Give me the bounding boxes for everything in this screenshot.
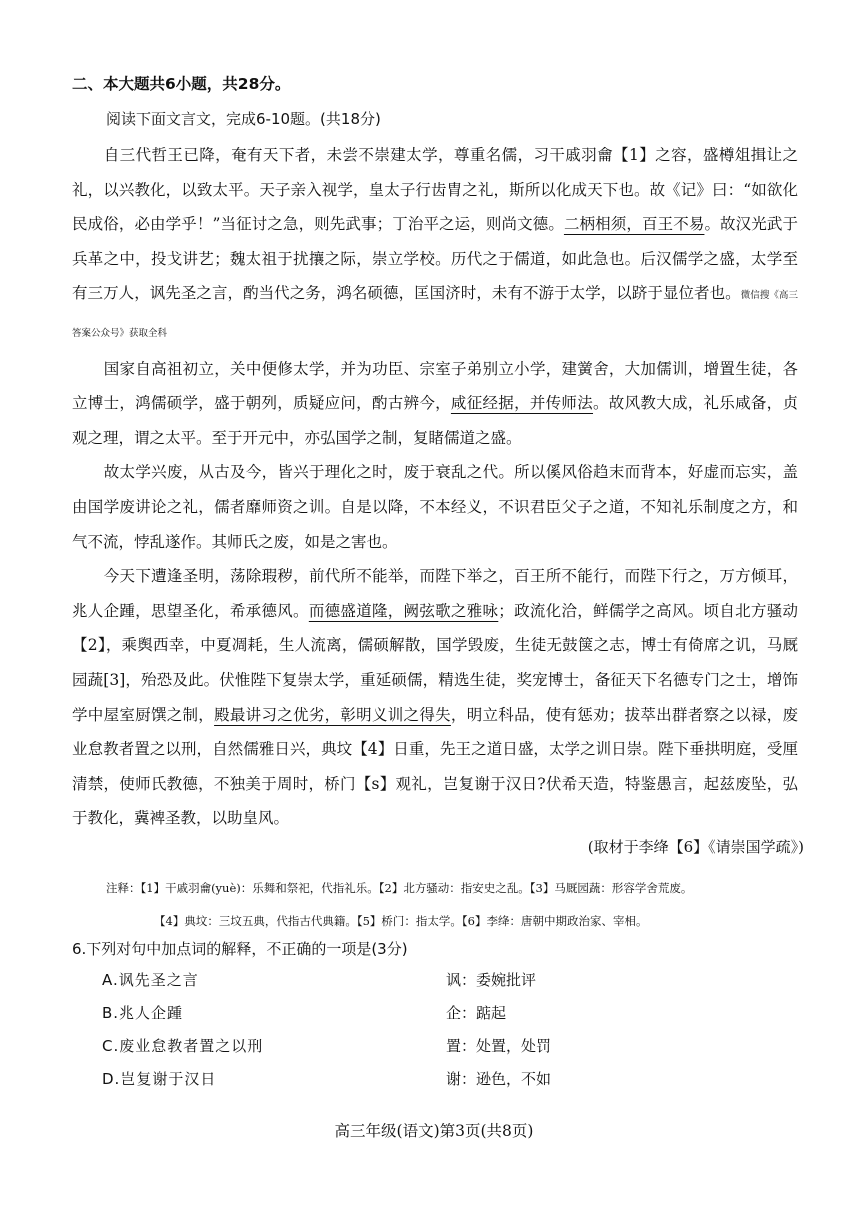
paragraph-text: ；政流化洽，鲜儒学之高风。顷自北方骚动【2】，乘舆西幸，中夏凋耗，生人流离，儒硕解散，国学毁废，生徒无鼓箧之志，博士有倚席之讥，马厩园蔬[3]，殆恐及此。伏惟陛下复崇太学，重延硕儒，精选生徒，奖宠博士，备征天下名德专门之士，增饰学中屋室厨馔之制， [72,601,798,724]
option-gloss: 讽：委婉批评 [446,971,537,989]
question-stem: 6.下列对句中加点词的解释，不正确的一项是(3分) [72,940,408,958]
paragraph-4 [72,559,798,836]
option-gloss: 置：处置，处罚 [446,1037,552,1055]
section-title: 二、本大题共6小题，共28分。 [72,75,291,93]
passage-source: (取材于李绛【6】《请崇国学疏》) [587,838,804,856]
paragraph-3 [72,455,798,559]
option-text: C.废业怠教者置之以刑 [102,1037,264,1055]
paragraph-text: 。故汉光武于兵革之中，投戈讲艺；魏太祖于扰攘之际，崇立学校。历代之于儒道，如此急也。后汉儒学之盛，太学至有三万人，讽先圣之言，酌当代之务，鸿名硕德，匡国济时，未有不游于太学，以跻于显位者也。 [72,215,798,303]
option-c [72,1030,812,1063]
option-b [72,997,812,1030]
underlined-sentence: 二柄相须，百王不易 [563,215,705,234]
source-watermark-text: 微信搜《高三答案公众号》获取全科 [72,290,798,339]
underlined-sentence: 咸征经据，并传师法 [450,394,594,413]
underlined-sentence: 而德盛道隆，阙弦歌之雅咏 [308,601,499,620]
option-text: D.岂复谢于汉日 [102,1070,217,1088]
option-text: A.讽先圣之言 [102,971,199,989]
page-footer: 高三年级(语文)第3页(共8页) [334,1122,534,1140]
annotations [106,872,846,938]
paragraph-text: 故太学兴废，从古及今，皆兴于理化之时，废于衰乱之代。所以傒风俗趋末而背本，好虚而忘实，盖由国学废讲论之礼，儒者靡师资之训。自是以降，不本经义，不识君臣父子之道，不知礼乐制度之方，和气不流，悖乱遂作。其师氏之废，如是之害也。 [72,463,798,551]
underlined-sentence: 殿最讲习之优劣，彰明义训之得失 [214,705,451,724]
classical-passage [72,138,798,836]
option-gloss: 谢：逊色，不如 [446,1070,552,1088]
paragraph-text: 自三代哲王已降，奄有天下者，未尝不崇建太学，尊重名儒，习干戚羽龠【1】之容，盛樽俎揖让之礼，以兴教化，以致太平。天子亲入视学，皇太子行齿胄之礼，斯所以化成天下也。故《记》曰：“如欲化民成俗，必由学乎！”当征讨之急，则先武事；丁治平之运，则尚文德。 [72,146,798,234]
paragraph-1 [72,138,798,352]
option-a [72,964,812,997]
paragraph-2 [72,352,798,456]
question-6 [72,934,812,1096]
paragraph-text: ，明立科品，使有惩劝；拔萃出群者察之以禄，废业怠教者置之以刑，自然儒雅日兴，典坟【4】日重，先王之道日盛，太学之训日崇。陛下垂拱明庭，受厘清禁，使师氏教德，不独美于周时，桥门【s】观礼，岂复谢于汉日?伏希天造，特鉴愚言，起兹废坠，弘于教化，冀裨圣教，以助皇风。 [72,705,798,828]
paragraph-text: 国家自高祖初立，关中便修太学，并为功臣、宗室子弟别立小学，建黉舍，大加儒训，增置生徒，各立博士，鸿儒硕学，盛于朝列，质疑应问，酌古辨今， [72,359,798,413]
paragraph-text: 今天下遭逢圣明，荡除瑕秽，前代所不能举，而陛下举之，百王所不能行，而陛下行之，万方倾耳，兆人企踵，思望圣化，希承德风。 [72,567,798,620]
option-d [72,1063,812,1096]
option-gloss: 企：踮起 [446,1004,507,1022]
option-text: B.兆人企踵 [102,1004,184,1022]
reading-instruction: 阅读下面文言文，完成6-10题。(共18分) [106,110,381,128]
annotation-line: 注释：【1】干戚羽龠(yuè)：乐舞和祭祀，代指礼乐。【2】北方骚动：指安史之乱。【3】马厩园蔬：形容学舍荒废。 [106,881,693,895]
annotation-line: 【4】典坟：三坟五典，代指古代典籍。【5】桥门：指太学。【6】李绛：唐朝中期政治家、宰相。 [154,914,648,928]
paragraph-text: 。故风教大成，礼乐咸备，贞观之理，谓之太平。至于开元中，亦弘国学之制，复睹儒道之盛。 [72,394,798,447]
